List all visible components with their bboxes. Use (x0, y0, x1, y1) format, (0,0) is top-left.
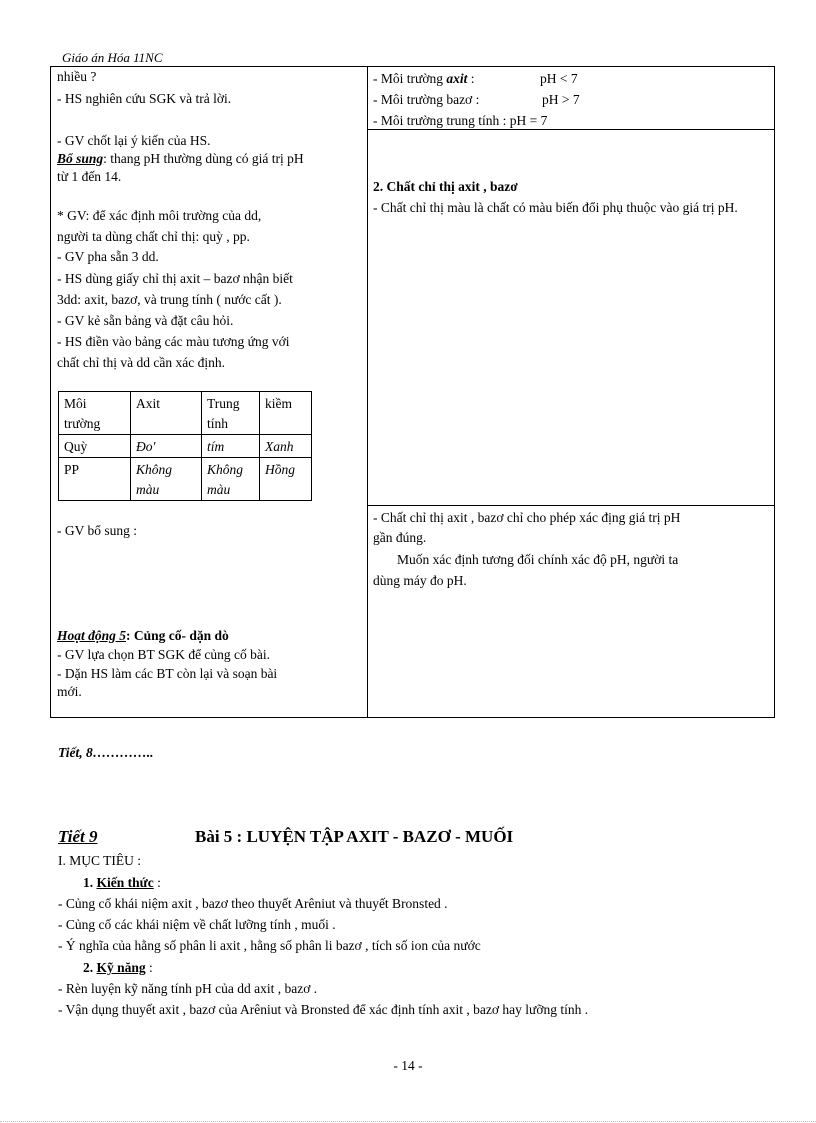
left-line: - HS dùng giấy chỉ thị axit – bazơ nhận biết (57, 271, 293, 286)
section-title: 2. Chất chỉ thị axit , bazơ (373, 179, 518, 194)
left-line: - GV chốt lại ý kiến của HS. (57, 133, 211, 148)
left-line: - GV kẻ sẵn bảng và đặt câu hỏi. (57, 313, 234, 328)
indicator-table (58, 391, 312, 501)
bo-sung-line (57, 149, 304, 169)
right-line: Muốn xác định tương đối chính xác độ pH, người ta (397, 552, 679, 567)
left-line: - Dặn HS làm các BT còn lại và soạn bài (57, 666, 278, 681)
table-cell: Đo' (131, 435, 202, 458)
left-line: từ 1 đến 14. (57, 169, 122, 184)
subheading-number: 1. (83, 875, 94, 890)
left-line: - HS nghiên cứu SGK và trả lời. (57, 91, 232, 106)
subheading-text: Kiến thức (96, 875, 154, 890)
right-line: gần đúng. (373, 530, 427, 545)
right-line: - Môi trường trung tính : pH = 7 (373, 113, 548, 128)
table-header-cell: Axit (131, 392, 202, 435)
table-header-cell: kiềm (260, 392, 312, 435)
subheading-ky-nang: 2. Kỹ năng : (83, 960, 153, 975)
left-line: - GV lựa chọn BT SGK để củng cố bài. (57, 647, 271, 662)
page-bottom-edge (0, 1121, 816, 1122)
hoat-dong-5-label: Hoạt động 5 (57, 628, 127, 643)
table-row (59, 458, 312, 501)
bo-sung-text: : thang pH thường dùng có giá trị pH (103, 151, 304, 166)
objective-line: - Rèn luyện kỹ năng tính pH của dd axit , bazơ . (58, 981, 318, 996)
table-cell: PP (59, 458, 131, 501)
table-cell: Xanh (260, 435, 312, 458)
hoat-dong-5-line (57, 626, 229, 646)
left-line: - GV bổ sung : (57, 523, 138, 538)
table-cell: tím (202, 435, 260, 458)
table-header-row (59, 392, 312, 435)
ph-value: pH > 7 (542, 92, 580, 107)
lesson-title: Bài 5 : LUYỆN TẬP AXIT - BAZƠ - MUỐI (195, 827, 514, 846)
table-cell: Không màu (202, 458, 260, 501)
table-cell: Hồng (260, 458, 312, 501)
right-line-prefix: - Môi trường (373, 71, 447, 86)
right-line: - Chất chỉ thị axit , bazơ chỉ cho phép xác địng giá trị pH (373, 510, 681, 525)
left-line: người ta dùng chất chỉ thị: quỳ , pp. (57, 229, 250, 244)
row-divider-2 (368, 505, 775, 506)
tiet-8: Tiết, 8………….. (58, 745, 154, 760)
right-line: - Môi trường bazơ : (373, 92, 480, 107)
tiet-9-label: Tiết 9 (58, 827, 98, 846)
ph-value: pH < 7 (540, 71, 578, 86)
section-heading: I. MỤC TIÊU : (58, 853, 141, 868)
right-line: - Môi trường axit : (373, 71, 475, 86)
table-cell: Quỳ (59, 435, 131, 458)
left-line: * GV: để xác định môi trường của dd, (57, 208, 262, 223)
table-header-cell: Trung tính (202, 392, 260, 435)
objective-line: - Ý nghĩa của hằng số phân li axit , hằng số phân li bazơ , tích số ion của nước (58, 938, 481, 953)
left-line: nhiều ? (57, 69, 97, 84)
hoat-dong-5-text: : Củng cố- dặn dò (126, 628, 229, 643)
objective-line: - Củng cố khái niệm axit , bazơ theo thuyết Arêniut và thuyết Bronsted . (58, 896, 448, 911)
left-line: - GV pha sẵn 3 dd. (57, 249, 159, 264)
right-paragraph: - Chất chỉ thị màu là chất có màu biến đổi phụ thuộc vào giá trị pH. (373, 200, 738, 215)
document-header: Giáo án Hóa 11NC (62, 50, 163, 65)
page-number: - 14 - (393, 1058, 423, 1073)
table-row (59, 435, 312, 458)
subheading-text: Kỹ năng (96, 960, 146, 975)
left-line: mới. (57, 684, 82, 699)
table-cell: Không màu (131, 458, 202, 501)
left-line: 3dd: axit, bazơ, và trung tính ( nước cất ). (57, 292, 282, 307)
left-line: chất chỉ thị và dd cần xác định. (57, 355, 225, 370)
left-line: - HS điền vào bảng các màu tương ứng với (57, 334, 290, 349)
axit-word: axit (446, 71, 468, 86)
bo-sung-label: Bổ sung (57, 151, 104, 166)
subheading-kien-thuc: 1. Kiến thức : (83, 875, 161, 890)
right-line: dùng máy đo pH. (373, 573, 467, 588)
subheading-number: 2. (83, 960, 94, 975)
objective-line: - Củng cố các khái niệm về chất lưỡng tính , muối . (58, 917, 336, 932)
column-divider (367, 66, 368, 718)
objective-line: - Vận dụng thuyết axit , bazơ của Arêniut và Bronsted để xác định tính axit , bazơ hay lưỡng tính . (58, 1002, 589, 1017)
table-header-cell: Môi trường (59, 392, 131, 435)
